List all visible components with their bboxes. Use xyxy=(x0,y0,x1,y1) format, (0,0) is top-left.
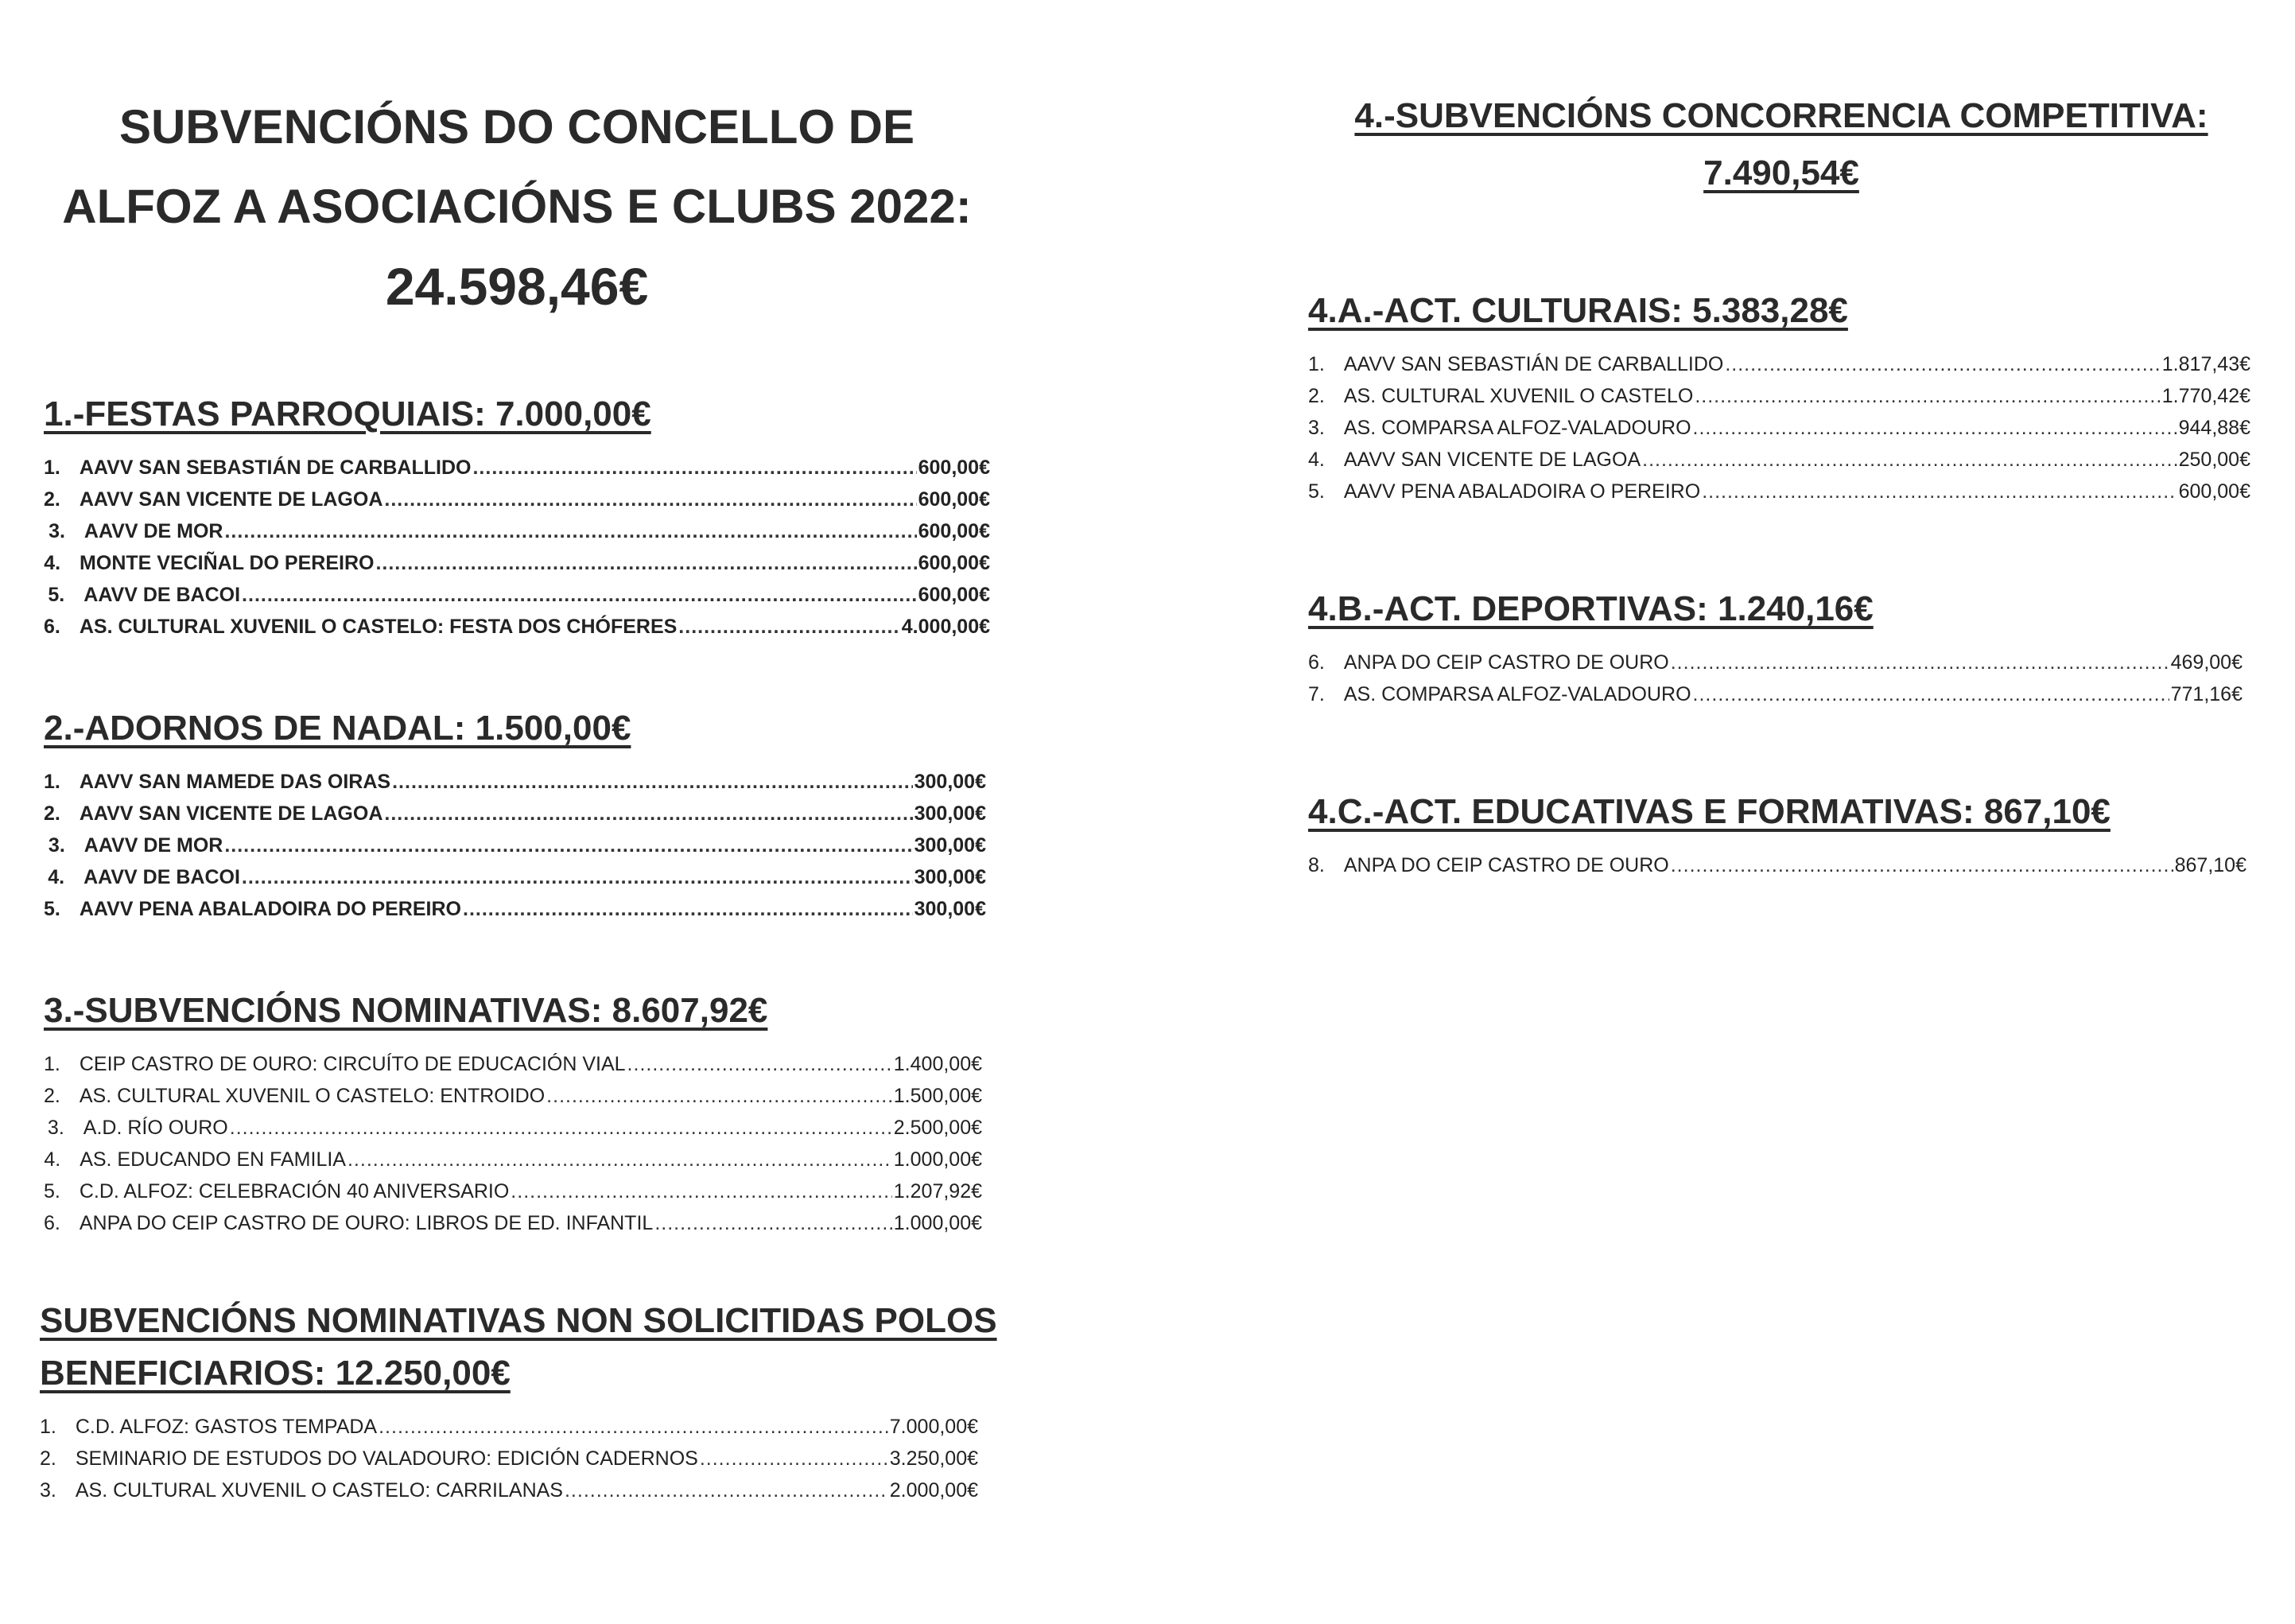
list-item xyxy=(44,898,986,930)
item-amount: 469,00€ xyxy=(2170,651,2243,674)
item-amount: 2.000,00€ xyxy=(889,1479,978,1502)
section-title: 3.-SUBVENCIÓNS NOMINATIVAS: 8.607,92€ xyxy=(44,991,768,1030)
item-amount: 771,16€ xyxy=(2170,683,2243,705)
list-item xyxy=(44,1117,982,1148)
item-amount: 600,00€ xyxy=(918,584,990,606)
item-amount: 1.000,00€ xyxy=(893,1212,982,1234)
item-list xyxy=(44,457,990,647)
item-number: 2. xyxy=(40,1447,56,1470)
item-amount: 600,00€ xyxy=(918,457,990,479)
list-item xyxy=(44,1212,982,1244)
dot-leader xyxy=(463,898,913,921)
item-list xyxy=(1308,854,2246,886)
list-item xyxy=(44,457,990,488)
list-item xyxy=(44,866,986,898)
dot-leader xyxy=(1695,385,2160,408)
dot-leader xyxy=(1725,353,2160,376)
section-concorrencia-competitiva xyxy=(1288,91,2274,198)
item-amount: 1.817,43€ xyxy=(2161,353,2250,375)
item-number: 3. xyxy=(48,834,65,857)
section-adornos-de-nadal xyxy=(44,704,986,930)
dot-leader xyxy=(546,1085,892,1108)
item-list xyxy=(1308,353,2250,512)
item-number: 3. xyxy=(49,520,65,542)
list-item xyxy=(44,1085,982,1117)
dot-leader xyxy=(565,1479,888,1502)
dot-leader xyxy=(384,802,912,826)
list-item xyxy=(1308,683,2243,715)
dot-leader xyxy=(700,1447,888,1471)
item-list xyxy=(1308,651,2243,715)
item-name: SEMINARIO DE ESTUDOS DO VALADOURO: EDICIÓN CADERNOS xyxy=(75,1447,698,1470)
list-item xyxy=(1308,651,2243,683)
item-amount: 600,00€ xyxy=(918,552,990,574)
item-name: AS. CULTURAL XUVENIL O CASTELO: FESTA DOS CHÓFERES xyxy=(79,616,678,638)
dot-leader xyxy=(242,866,913,889)
item-amount: 4.000,00€ xyxy=(901,616,990,638)
item-name: CEIP CASTRO DE OURO: CIRCUÍTO DE EDUCACIÓN VIAL xyxy=(79,1053,626,1075)
item-amount: 600,00€ xyxy=(2178,480,2250,503)
list-item xyxy=(44,802,986,834)
item-amount: 867,10€ xyxy=(2174,854,2246,876)
section-title: 4.B.-ACT. DEPORTIVAS: 1.240,16€ xyxy=(1308,589,1874,628)
item-name: AAVV DE BACOI xyxy=(83,584,241,606)
item-number: 3. xyxy=(47,1117,64,1139)
item-number: 2. xyxy=(44,488,60,511)
dot-leader xyxy=(1642,449,2177,472)
item-amount: 1.500,00€ xyxy=(893,1085,982,1107)
item-amount: 600,00€ xyxy=(918,520,990,542)
item-name: AAVV DE MOR xyxy=(83,520,223,542)
item-number: 4. xyxy=(1308,449,1325,471)
dot-leader xyxy=(1693,683,2169,706)
item-name: AS. EDUCANDO EN FAMILIA xyxy=(80,1148,346,1171)
dot-leader xyxy=(678,616,899,639)
section-act-educativas xyxy=(1308,787,2246,886)
item-amount: 300,00€ xyxy=(914,771,986,793)
item-name: AS. CULTURAL XUVENIL O CASTELO: CARRILANAS xyxy=(75,1479,563,1502)
list-item xyxy=(44,488,990,520)
dot-leader xyxy=(1671,854,2173,877)
list-item xyxy=(1308,449,2250,480)
dot-leader xyxy=(654,1212,891,1235)
dot-leader xyxy=(242,584,917,607)
item-name: AS. COMPARSA ALFOZ-VALADOURO xyxy=(1343,683,1691,705)
item-amount: 3.250,00€ xyxy=(889,1447,978,1470)
dot-leader xyxy=(1671,651,2169,674)
item-name: MONTE VECIÑAL DO PEREIRO xyxy=(80,552,375,574)
list-item xyxy=(44,1180,982,1212)
dot-leader xyxy=(1702,480,2177,503)
title-line-1: SUBVENCIÓNS DO CONCELLO DE xyxy=(118,100,915,153)
item-number: 1. xyxy=(44,1053,60,1075)
dot-leader xyxy=(375,552,916,575)
list-item xyxy=(44,584,990,616)
dot-leader xyxy=(472,457,916,480)
list-item xyxy=(40,1447,978,1479)
section-title-line-1: SUBVENCIÓNS NOMINATIVAS NON SOLICITIDAS POLOS xyxy=(40,1301,997,1340)
title-total: 24.598,46€ xyxy=(385,257,649,316)
list-item xyxy=(1308,417,2250,449)
item-name: C.D. ALFOZ: GASTOS TEMPADA xyxy=(75,1416,378,1438)
item-number: 7. xyxy=(1308,683,1325,705)
section-total: 7.490,54€ xyxy=(1703,153,1859,192)
dot-leader xyxy=(627,1053,892,1076)
item-number: 1. xyxy=(44,771,60,793)
section-subvencions-nominativas xyxy=(44,986,982,1244)
list-item xyxy=(44,520,990,552)
item-number: 1. xyxy=(40,1416,56,1438)
item-number: 5. xyxy=(48,584,65,606)
item-name: AAVV SAN VICENTE DE LAGOA xyxy=(79,802,383,825)
dot-leader xyxy=(224,834,912,857)
item-number: 6. xyxy=(1308,651,1325,674)
list-item xyxy=(1308,854,2246,886)
item-number: 3. xyxy=(40,1479,56,1502)
item-name: ANPA DO CEIP CASTRO DE OURO xyxy=(1343,651,1669,674)
item-name: AS. CULTURAL XUVENIL O CASTELO: ENTROIDO xyxy=(79,1085,546,1107)
item-list xyxy=(44,771,986,930)
item-amount: 300,00€ xyxy=(914,834,986,857)
section-act-deportivas xyxy=(1308,585,2243,715)
list-item xyxy=(44,771,986,802)
item-amount: 2.500,00€ xyxy=(893,1117,982,1139)
item-name: AAVV PENA ABALADOIRA O PEREIRO xyxy=(1343,480,1701,503)
item-number: 4. xyxy=(48,866,65,888)
dot-leader xyxy=(392,771,913,794)
item-list xyxy=(40,1416,978,1511)
item-number: 1. xyxy=(1308,353,1325,375)
item-amount: 600,00€ xyxy=(918,488,990,511)
dot-leader xyxy=(511,1180,891,1203)
item-number: 4. xyxy=(44,1148,61,1171)
item-list xyxy=(44,1053,982,1244)
item-name: AAVV DE BACOI xyxy=(83,866,240,888)
section-act-culturais xyxy=(1308,286,2250,512)
section-title: 2.-ADORNOS DE NADAL: 1.500,00€ xyxy=(44,709,631,748)
item-number: 5. xyxy=(1308,480,1325,503)
item-name: AAVV SAN SEBASTIÁN DE CARBALLIDO xyxy=(79,457,472,479)
item-name: AAVV SAN VICENTE DE LAGOA xyxy=(1343,449,1641,471)
item-number: 8. xyxy=(1308,854,1325,876)
item-amount: 1.207,92€ xyxy=(893,1180,982,1202)
item-name: AAVV SAN VICENTE DE LAGOA xyxy=(79,488,383,511)
list-item xyxy=(44,552,990,584)
list-item xyxy=(40,1416,978,1447)
item-amount: 7.000,00€ xyxy=(889,1416,978,1438)
section-title-line-2: BENEFICIARIOS: 12.250,00€ xyxy=(40,1354,511,1393)
item-number: 5. xyxy=(44,898,60,920)
list-item xyxy=(40,1479,978,1511)
dot-leader xyxy=(379,1416,888,1439)
list-item xyxy=(1308,385,2250,417)
item-amount: 1.000,00€ xyxy=(893,1148,982,1171)
item-name: ANPA DO CEIP CASTRO DE OURO xyxy=(1343,854,1669,876)
section-title: 1.-FESTAS PARROQUIAIS: 7.000,00€ xyxy=(44,394,651,433)
item-name: AAVV SAN SEBASTIÁN DE CARBALLIDO xyxy=(1343,353,1724,375)
item-number: 2. xyxy=(1308,385,1325,407)
dot-leader xyxy=(230,1117,892,1140)
item-name: AAVV DE MOR xyxy=(83,834,223,857)
item-amount: 300,00€ xyxy=(914,866,986,888)
item-name: AAVV SAN MAMEDE DAS OIRAS xyxy=(79,771,391,793)
item-name: AS. CULTURAL XUVENIL O CASTELO xyxy=(1343,385,1694,407)
item-number: 5. xyxy=(44,1180,60,1202)
dot-leader xyxy=(1693,417,2177,440)
section-non-solicitidas xyxy=(40,1296,997,1511)
section-title: 4.C.-ACT. EDUCATIVAS E FORMATIVAS: 867,10€ xyxy=(1308,792,2111,831)
section-title: 4.-SUBVENCIÓNS CONCORRENCIA COMPETITIVA: xyxy=(1354,96,2208,135)
item-number: 2. xyxy=(44,802,60,825)
item-amount: 300,00€ xyxy=(914,898,986,920)
document-title xyxy=(48,87,986,326)
item-number: 4. xyxy=(44,552,61,574)
section-title: 4.A.-ACT. CULTURAIS: 5.383,28€ xyxy=(1308,291,1848,330)
list-item xyxy=(1308,480,2250,512)
dot-leader xyxy=(224,520,916,543)
list-item xyxy=(44,1053,982,1085)
item-number: 6. xyxy=(44,616,60,638)
item-name: AS. COMPARSA ALFOZ-VALADOURO xyxy=(1343,417,1691,439)
item-name: A.D. RÍO OURO xyxy=(83,1117,228,1139)
title-line-2: ALFOZ A ASOCIACIÓNS E CLUBS 2022: xyxy=(62,180,972,233)
item-amount: 1.400,00€ xyxy=(893,1053,982,1075)
item-number: 1. xyxy=(44,457,60,479)
dot-leader xyxy=(348,1148,892,1171)
list-item xyxy=(44,834,986,866)
item-number: 6. xyxy=(44,1212,60,1234)
item-amount: 250,00€ xyxy=(2178,449,2250,471)
item-number: 2. xyxy=(44,1085,60,1107)
item-name: ANPA DO CEIP CASTRO DE OURO: LIBROS DE ED. INFANTIL xyxy=(79,1212,654,1234)
list-item xyxy=(44,1148,982,1180)
section-festas-parroquiais xyxy=(44,390,990,647)
item-amount: 944,88€ xyxy=(2178,417,2250,439)
item-number: 3. xyxy=(1308,417,1325,439)
item-name: AAVV PENA ABALADOIRA DO PEREIRO xyxy=(79,898,461,920)
list-item xyxy=(1308,353,2250,385)
item-amount: 1.770,42€ xyxy=(2161,385,2250,407)
list-item xyxy=(44,616,990,647)
item-amount: 300,00€ xyxy=(914,802,986,825)
dot-leader xyxy=(384,488,916,511)
item-name: C.D. ALFOZ: CELEBRACIÓN 40 ANIVERSARIO xyxy=(79,1180,510,1202)
